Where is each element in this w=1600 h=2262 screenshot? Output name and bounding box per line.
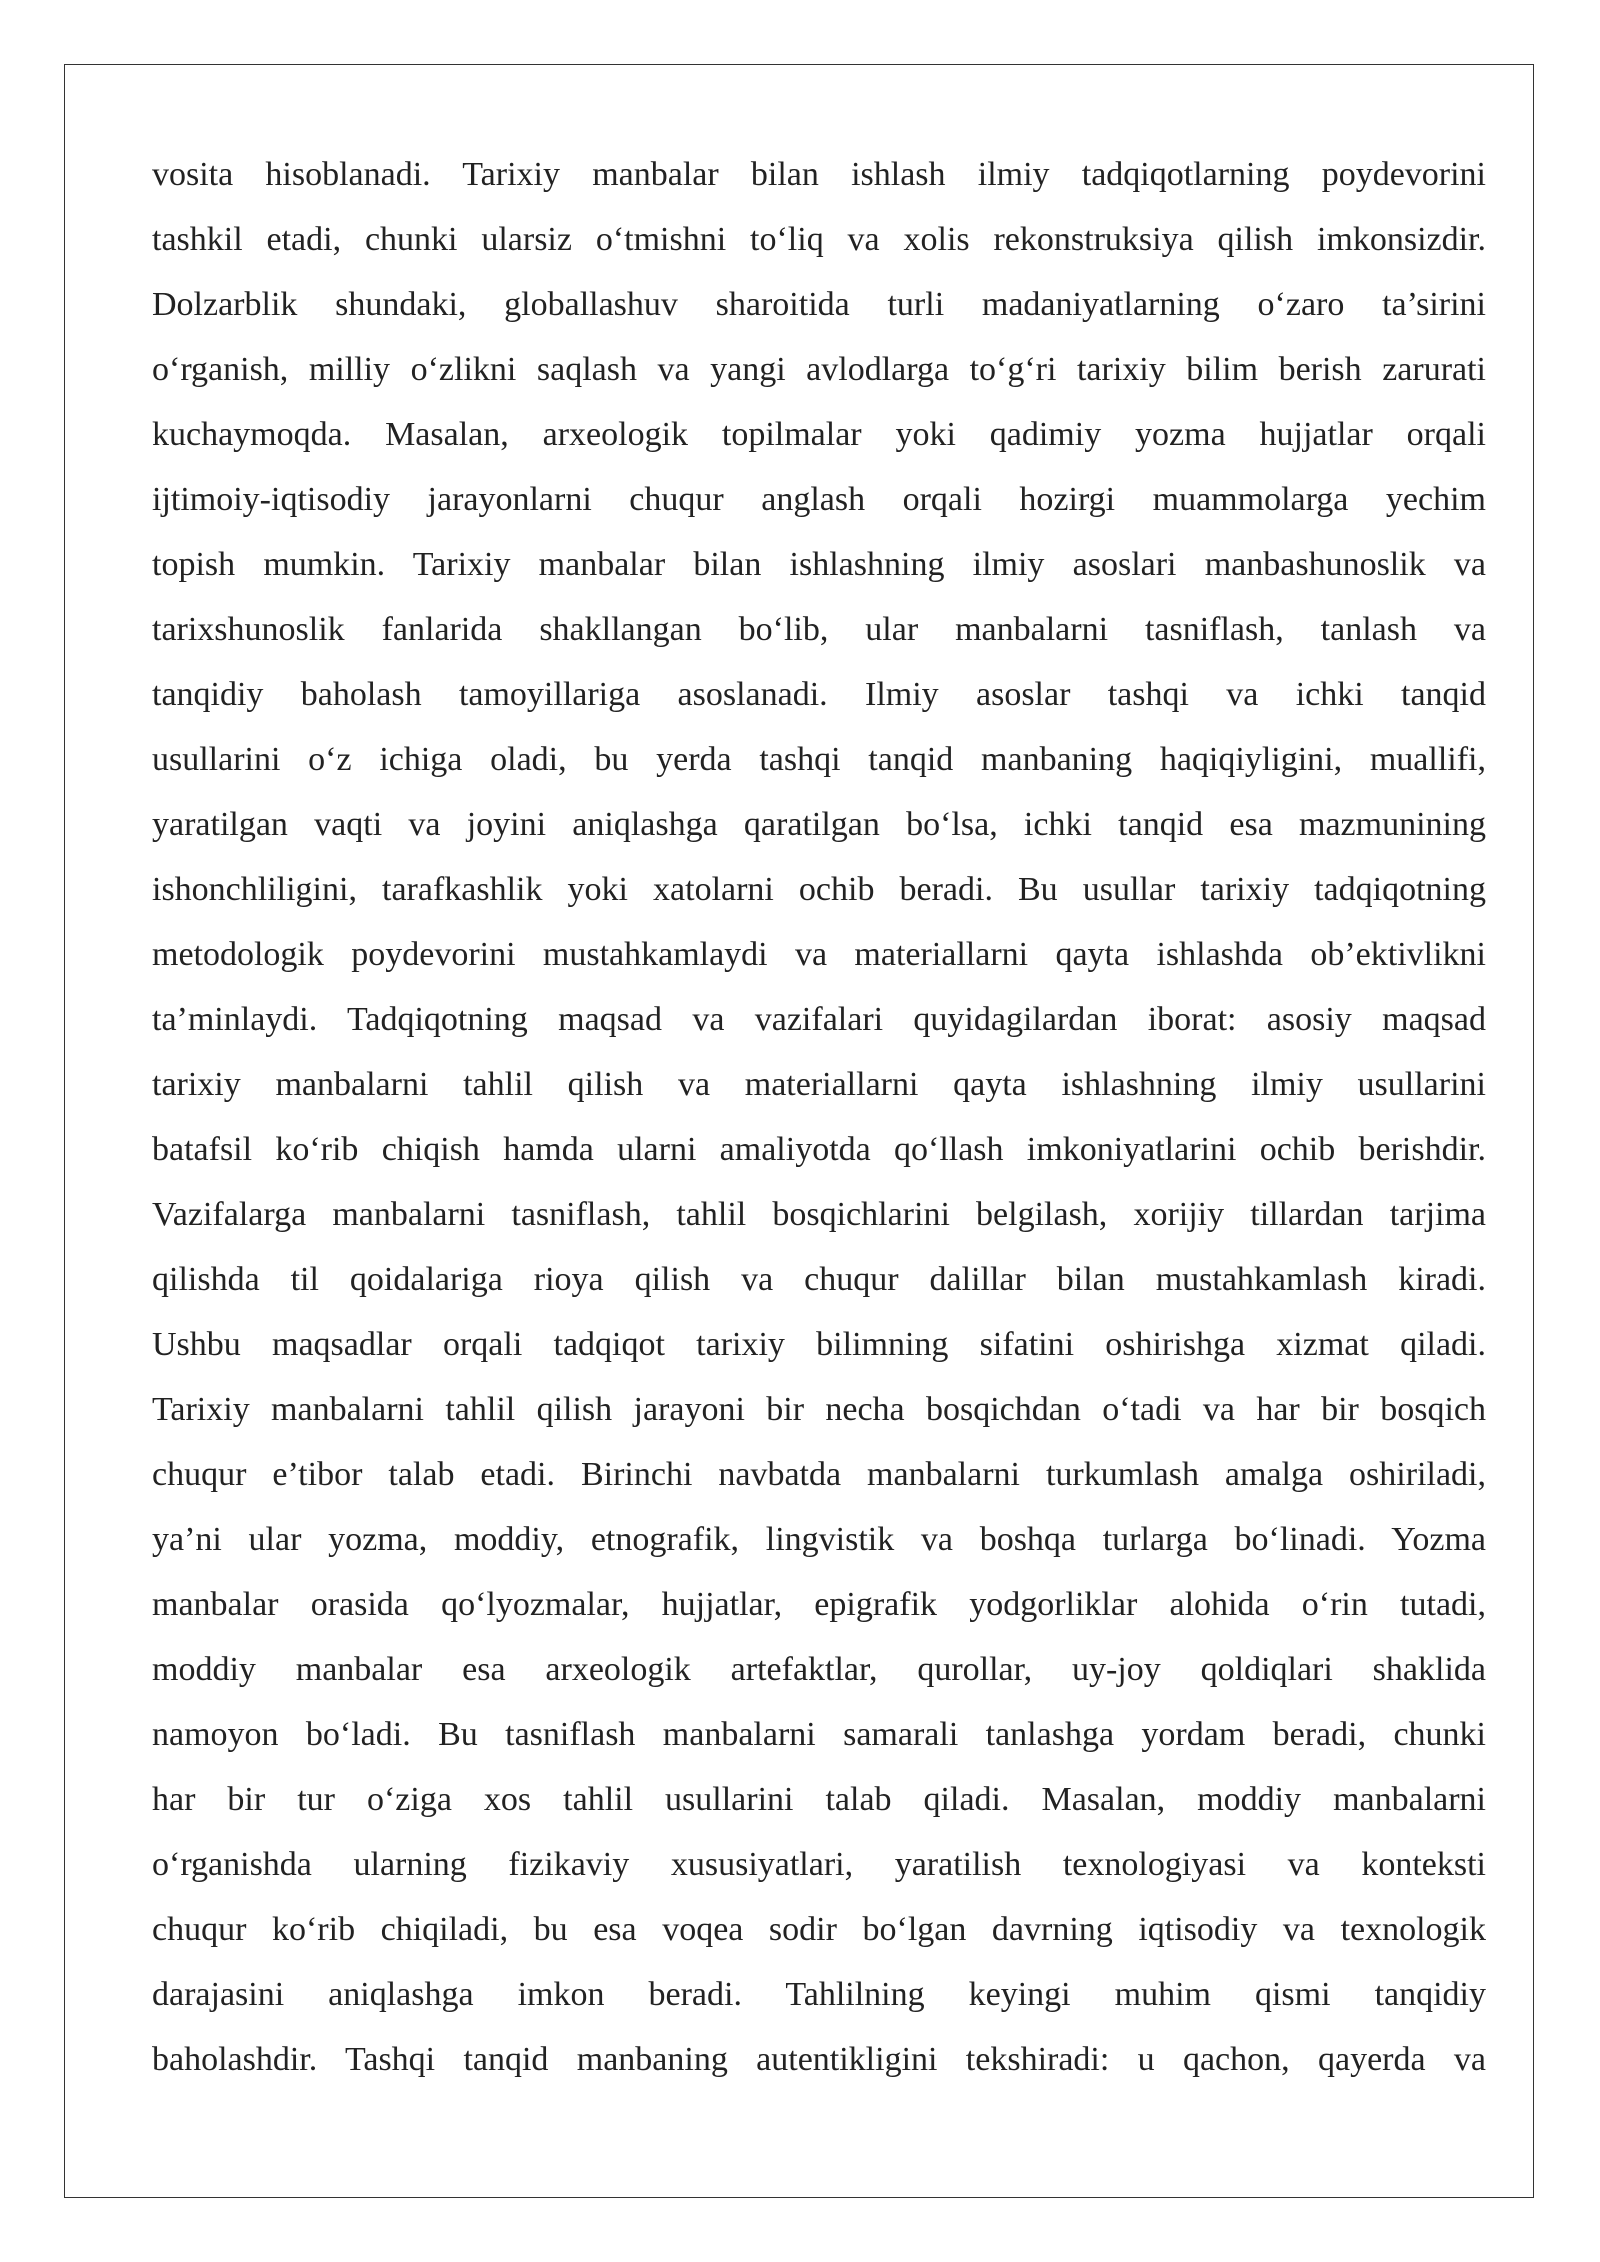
- text-line: ya’ni ular yozma, moddiy, etnografik, lingvistik va boshqa turlarga bo‘linadi. Yozma: [152, 1521, 1486, 1558]
- text-line: o‘rganishda ularning fizikaviy xususiyatlari, yaratilish texnologiyasi va konteksti: [152, 1846, 1486, 1883]
- text-line: chuqur e’tibor talab etadi. Birinchi navbatda manbalarni turkumlash amalga oshiriladi,: [152, 1456, 1486, 1493]
- text-line: moddiy manbalar esa arxeologik artefaktlar, qurollar, uy-joy qoldiqlari shaklida: [152, 1651, 1486, 1688]
- text-line: tarixshunoslik fanlarida shakllangan bo‘lib, ular manbalarni tasniflash, tanlash va: [152, 611, 1486, 648]
- text-line: kuchaymoqda. Masalan, arxeologik topilmalar yoki qadimiy yozma hujjatlar orqali: [152, 416, 1486, 453]
- text-line: usullarini o‘z ichiga oladi, bu yerda tashqi tanqid manbaning haqiqiyligini, muallifi,: [152, 741, 1486, 778]
- text-line: qilishda til qoidalariga rioya qilish va chuqur dalillar bilan mustahkamlash kiradi.: [152, 1261, 1486, 1298]
- text-line: baholashdir. Tashqi tanqid manbaning autentikligini tekshiradi: u qachon, qayerda va: [152, 2041, 1486, 2078]
- text-line: ta’minlaydi. Tadqiqotning maqsad va vazifalari quyidagilardan iborat: asosiy maqsad: [152, 1001, 1486, 1038]
- text-line: Tarixiy manbalarni tahlil qilish jarayoni bir necha bosqichdan o‘tadi va har bir bosqich: [152, 1391, 1486, 1428]
- text-line: chuqur ko‘rib chiqiladi, bu esa voqea sodir bo‘lgan davrning iqtisodiy va texnologik: [152, 1911, 1486, 1948]
- text-line: Dolzarblik shundaki, globallashuv sharoitida turli madaniyatlarning o‘zaro ta’sirini: [152, 286, 1486, 323]
- text-line: tashkil etadi, chunki ularsiz o‘tmishni to‘liq va xolis rekonstruksiya qilish imkonsizdir.: [152, 221, 1486, 258]
- text-line: ishonchliligini, tarafkashlik yoki xatolarni ochib beradi. Bu usullar tarixiy tadqiqotning: [152, 871, 1486, 908]
- text-line: tanqidiy baholash tamoyillariga asoslanadi. Ilmiy asoslar tashqi va ichki tanqid: [152, 676, 1486, 713]
- text-line: metodologik poydevorini mustahkamlaydi va materiallarni qayta ishlashda ob’ektivlikni: [152, 936, 1486, 973]
- text-line: yaratilgan vaqti va joyini aniqlashga qaratilgan bo‘lsa, ichki tanqid esa mazmunining: [152, 806, 1486, 843]
- text-line: vosita hisoblanadi. Tarixiy manbalar bilan ishlash ilmiy tadqiqotlarning poydevorini: [152, 156, 1486, 193]
- text-line: darajasini aniqlashga imkon beradi. Tahlilning keyingi muhim qismi tanqidiy: [152, 1976, 1486, 2013]
- text-line: Vazifalarga manbalarni tasniflash, tahlil bosqichlarini belgilash, xorijiy tillardan tarjima: [152, 1196, 1486, 1233]
- text-line: manbalar orasida qo‘lyozmalar, hujjatlar, epigrafik yodgorliklar alohida o‘rin tutadi,: [152, 1586, 1486, 1623]
- text-line: o‘rganish, milliy o‘zlikni saqlash va yangi avlodlarga to‘g‘ri tarixiy bilim berish zarurati: [152, 351, 1486, 388]
- text-line: ijtimoiy-iqtisodiy jarayonlarni chuqur anglash orqali hozirgi muammolarga yechim: [152, 481, 1486, 518]
- text-line: topish mumkin. Tarixiy manbalar bilan ishlashning ilmiy asoslari manbashunoslik va: [152, 546, 1486, 583]
- text-line: tarixiy manbalarni tahlil qilish va materiallarni qayta ishlashning ilmiy usullarini: [152, 1066, 1486, 1103]
- text-line: batafsil ko‘rib chiqish hamda ularni amaliyotda qo‘llash imkoniyatlarini ochib berishdir.: [152, 1131, 1486, 1168]
- text-line: Ushbu maqsadlar orqali tadqiqot tarixiy bilimning sifatini oshirishga xizmat qiladi.: [152, 1326, 1486, 1363]
- text-line: har bir tur o‘ziga xos tahlil usullarini talab qiladi. Masalan, moddiy manbalarni: [152, 1781, 1486, 1818]
- body-text: [152, 142, 1486, 2092]
- text-line: namoyon bo‘ladi. Bu tasniflash manbalarni samarali tanlashga yordam beradi, chunki: [152, 1716, 1486, 1753]
